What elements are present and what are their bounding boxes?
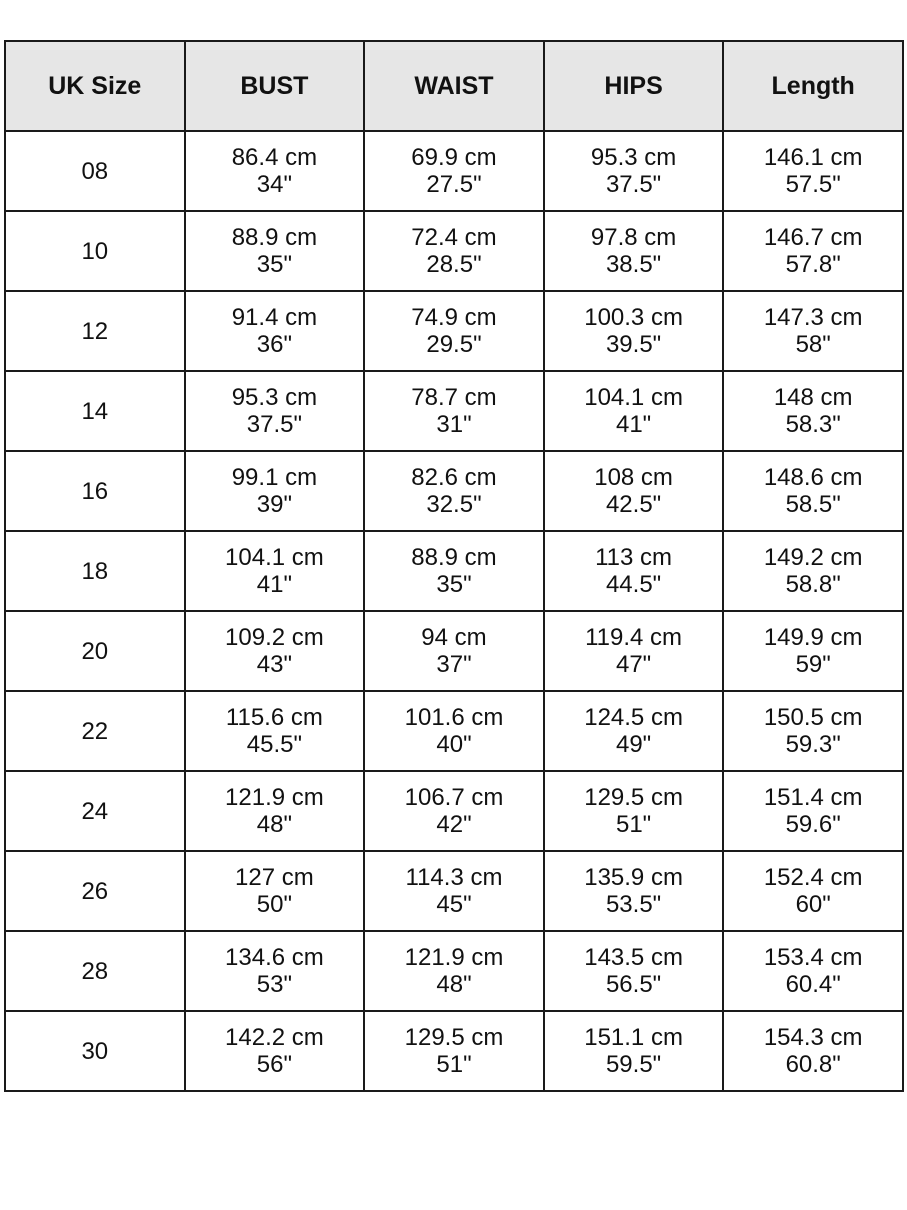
waist-cell xyxy=(364,131,544,211)
waist-cell xyxy=(364,851,544,931)
waist-cm-value: 106.7 cm xyxy=(404,784,504,811)
header-waist: WAIST xyxy=(364,41,544,131)
waist-inch-value: 51" xyxy=(436,1051,472,1078)
hips-cell xyxy=(544,131,724,211)
hips-inch-value: 37.5" xyxy=(605,171,662,198)
length-cm-value: 152.4 cm xyxy=(763,864,863,891)
length-cm-value: 153.4 cm xyxy=(763,944,863,971)
waist-inch-value: 27.5" xyxy=(426,171,482,198)
waist-cell xyxy=(364,451,544,531)
hips-cm-value: 104.1 cm xyxy=(584,384,683,411)
bust-cell xyxy=(185,451,365,531)
hips-cell xyxy=(544,1011,724,1091)
bust-cell xyxy=(185,1011,365,1091)
waist-cell xyxy=(364,771,544,851)
bust-cm-value: 127 cm xyxy=(235,864,314,891)
hips-cm-value: 113 cm xyxy=(595,544,673,571)
hips-cm-value: 95.3 cm xyxy=(590,144,677,171)
bust-cell xyxy=(185,771,365,851)
length-cell xyxy=(723,1011,903,1091)
table-row xyxy=(5,451,903,531)
bust-cell xyxy=(185,291,365,371)
length-cm-value: 150.5 cm xyxy=(763,704,863,731)
bust-cm-value: 86.4 cm xyxy=(231,144,318,171)
length-cm-value: 154.3 cm xyxy=(763,1024,863,1051)
table-header-row xyxy=(5,41,903,131)
waist-cm-value: 94 cm xyxy=(421,624,487,651)
waist-inch-value: 37" xyxy=(436,651,472,678)
bust-cm-value: 115.6 cm xyxy=(225,704,323,731)
hips-cm-value: 129.5 cm xyxy=(584,784,683,811)
length-inch-value: 59.3" xyxy=(785,731,841,758)
table-row xyxy=(5,371,903,451)
hips-inch-value: 59.5" xyxy=(605,1051,662,1078)
waist-cm-value: 101.6 cm xyxy=(404,704,504,731)
bust-cm-value: 134.6 cm xyxy=(225,944,324,971)
table-row xyxy=(5,851,903,931)
length-cell xyxy=(723,691,903,771)
bust-inch-value: 53" xyxy=(256,971,292,998)
waist-cell xyxy=(364,211,544,291)
hips-cell xyxy=(544,291,724,371)
size-cell: 30 xyxy=(5,1011,185,1091)
length-cm-value: 148 cm xyxy=(773,384,853,411)
header-bust: BUST xyxy=(185,41,365,131)
hips-cell xyxy=(544,211,724,291)
waist-cell xyxy=(364,1011,544,1091)
length-cm-value: 147.3 cm xyxy=(763,304,863,331)
waist-cell xyxy=(364,371,544,451)
length-cell xyxy=(723,131,903,211)
waist-inch-value: 48" xyxy=(436,971,472,998)
bust-cm-value: 109.2 cm xyxy=(225,624,324,651)
length-cm-value: 146.1 cm xyxy=(763,144,863,171)
bust-inch-value: 41" xyxy=(256,571,292,598)
hips-inch-value: 39.5" xyxy=(605,331,662,358)
waist-inch-value: 28.5" xyxy=(426,251,482,278)
bust-inch-value: 43" xyxy=(256,651,292,678)
waist-cell xyxy=(364,611,544,691)
length-inch-value: 58" xyxy=(795,331,831,358)
table-row xyxy=(5,211,903,291)
bust-cell xyxy=(185,611,365,691)
table-row xyxy=(5,931,903,1011)
hips-cell xyxy=(544,691,724,771)
length-cell xyxy=(723,611,903,691)
size-cell: 20 xyxy=(5,611,185,691)
waist-cm-value: 114.3 cm xyxy=(405,864,503,891)
table-row xyxy=(5,691,903,771)
length-cell xyxy=(723,291,903,371)
length-inch-value: 58.5" xyxy=(785,491,841,518)
size-cell: 10 xyxy=(5,211,185,291)
bust-cm-value: 99.1 cm xyxy=(231,464,318,491)
hips-inch-value: 53.5" xyxy=(605,891,662,918)
hips-inch-value: 38.5" xyxy=(605,251,662,278)
table-row xyxy=(5,131,903,211)
size-cell: 08 xyxy=(5,131,185,211)
bust-inch-value: 37.5" xyxy=(246,411,302,438)
waist-cm-value: 88.9 cm xyxy=(411,544,497,571)
length-inch-value: 60.8" xyxy=(785,1051,841,1078)
size-cell: 18 xyxy=(5,531,185,611)
waist-cell xyxy=(364,531,544,611)
hips-cm-value: 100.3 cm xyxy=(584,304,683,331)
waist-cell xyxy=(364,931,544,1011)
waist-cm-value: 82.6 cm xyxy=(411,464,497,491)
length-inch-value: 57.5" xyxy=(785,171,841,198)
hips-cell xyxy=(544,931,724,1011)
size-cell: 28 xyxy=(5,931,185,1011)
hips-cell xyxy=(544,771,724,851)
length-cm-value: 146.7 cm xyxy=(763,224,863,251)
bust-cm-value: 95.3 cm xyxy=(231,384,318,411)
table-row xyxy=(5,611,903,691)
length-cell xyxy=(723,451,903,531)
length-cell xyxy=(723,531,903,611)
bust-cell xyxy=(185,131,365,211)
hips-cm-value: 119.4 cm xyxy=(585,624,683,651)
hips-cell xyxy=(544,611,724,691)
length-inch-value: 58.8" xyxy=(785,571,841,598)
hips-cm-value: 135.9 cm xyxy=(584,864,683,891)
hips-cm-value: 124.5 cm xyxy=(584,704,683,731)
hips-inch-value: 44.5" xyxy=(605,571,662,598)
bust-inch-value: 39" xyxy=(256,491,292,518)
bust-cm-value: 91.4 cm xyxy=(231,304,318,331)
size-cell: 14 xyxy=(5,371,185,451)
length-inch-value: 60" xyxy=(795,891,831,918)
length-inch-value: 59" xyxy=(795,651,831,678)
header-hips: HIPS xyxy=(544,41,724,131)
table-body xyxy=(5,131,903,1091)
waist-cell xyxy=(364,291,544,371)
hips-cm-value: 151.1 cm xyxy=(584,1024,683,1051)
bust-cell xyxy=(185,851,365,931)
bust-cm-value: 142.2 cm xyxy=(225,1024,324,1051)
table-row xyxy=(5,1011,903,1091)
length-cm-value: 149.2 cm xyxy=(763,544,863,571)
bust-cm-value: 121.9 cm xyxy=(225,784,324,811)
waist-cm-value: 69.9 cm xyxy=(411,144,497,171)
size-cell: 22 xyxy=(5,691,185,771)
bust-inch-value: 36" xyxy=(256,331,292,358)
waist-cell xyxy=(364,691,544,771)
hips-inch-value: 42.5" xyxy=(605,491,662,518)
length-inch-value: 60.4" xyxy=(785,971,841,998)
waist-inch-value: 45" xyxy=(436,891,472,918)
hips-inch-value: 56.5" xyxy=(605,971,662,998)
bust-cell xyxy=(185,931,365,1011)
size-cell: 16 xyxy=(5,451,185,531)
waist-inch-value: 42" xyxy=(436,811,472,838)
waist-cm-value: 74.9 cm xyxy=(411,304,497,331)
size-cell: 26 xyxy=(5,851,185,931)
waist-cm-value: 129.5 cm xyxy=(404,1024,504,1051)
length-cell xyxy=(723,211,903,291)
waist-cm-value: 121.9 cm xyxy=(404,944,504,971)
length-cm-value: 148.6 cm xyxy=(763,464,863,491)
bust-cm-value: 88.9 cm xyxy=(231,224,318,251)
waist-cm-value: 72.4 cm xyxy=(411,224,497,251)
length-inch-value: 59.6" xyxy=(785,811,841,838)
bust-cm-value: 104.1 cm xyxy=(225,544,324,571)
waist-inch-value: 35" xyxy=(436,571,472,598)
length-cell xyxy=(723,771,903,851)
length-inch-value: 57.8" xyxy=(785,251,841,278)
hips-cm-value: 143.5 cm xyxy=(584,944,683,971)
length-cell xyxy=(723,851,903,931)
waist-inch-value: 31" xyxy=(436,411,472,438)
waist-inch-value: 40" xyxy=(436,731,472,758)
bust-inch-value: 56" xyxy=(256,1051,292,1078)
waist-inch-value: 29.5" xyxy=(426,331,482,358)
bust-cell xyxy=(185,211,365,291)
hips-inch-value: 51" xyxy=(615,811,652,838)
waist-cm-value: 78.7 cm xyxy=(411,384,497,411)
hips-inch-value: 47" xyxy=(615,651,652,678)
length-cell xyxy=(723,371,903,451)
table-row xyxy=(5,531,903,611)
bust-cell xyxy=(185,691,365,771)
hips-cell xyxy=(544,851,724,931)
header-length: Length xyxy=(723,41,903,131)
hips-cm-value: 97.8 cm xyxy=(590,224,677,251)
length-inch-value: 58.3" xyxy=(785,411,841,438)
table-row xyxy=(5,291,903,371)
hips-cm-value: 108 cm xyxy=(594,464,673,491)
bust-inch-value: 45.5" xyxy=(246,731,302,758)
hips-cell xyxy=(544,531,724,611)
hips-inch-value: 41" xyxy=(615,411,652,438)
waist-inch-value: 32.5" xyxy=(426,491,482,518)
table-row xyxy=(5,771,903,851)
hips-cell xyxy=(544,451,724,531)
size-cell: 12 xyxy=(5,291,185,371)
bust-inch-value: 50" xyxy=(256,891,292,918)
header-uk-size: UK Size xyxy=(5,41,185,131)
bust-cell xyxy=(185,371,365,451)
length-cell xyxy=(723,931,903,1011)
bust-inch-value: 48" xyxy=(256,811,292,838)
bust-cell xyxy=(185,531,365,611)
length-cm-value: 149.9 cm xyxy=(763,624,863,651)
bust-inch-value: 34" xyxy=(256,171,292,198)
length-cm-value: 151.4 cm xyxy=(763,784,863,811)
size-chart-table xyxy=(4,40,904,1092)
hips-cell xyxy=(544,371,724,451)
size-cell: 24 xyxy=(5,771,185,851)
hips-inch-value: 49" xyxy=(615,731,652,758)
bust-inch-value: 35" xyxy=(256,251,292,278)
